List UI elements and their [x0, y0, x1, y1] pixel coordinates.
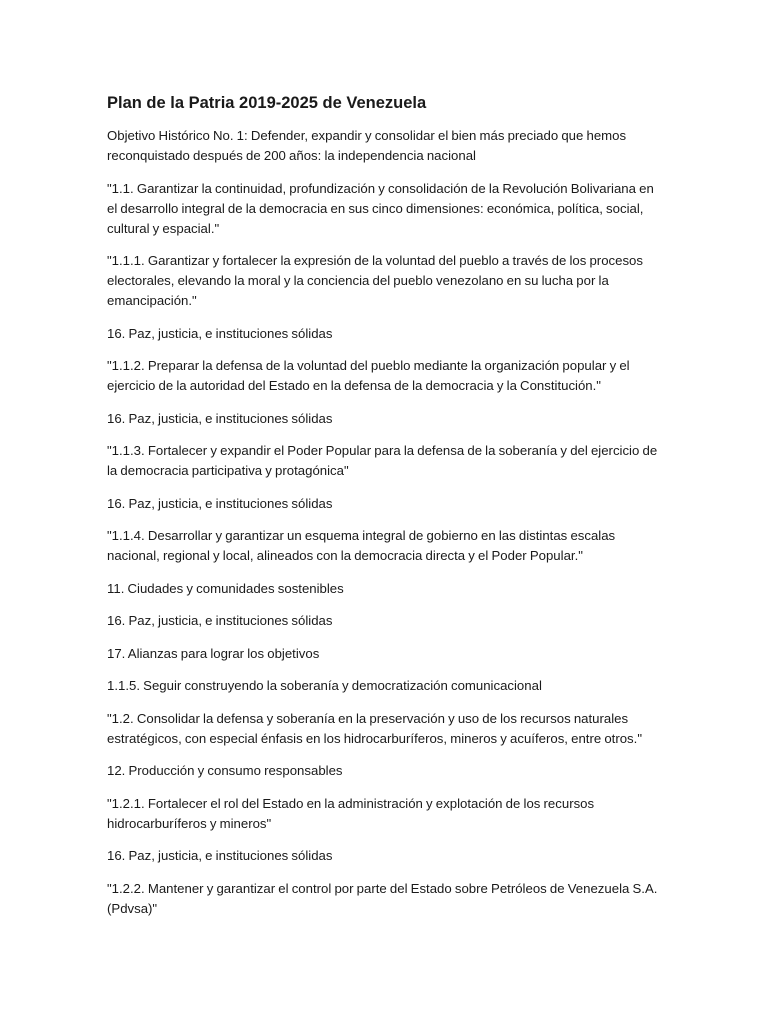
paragraph-1-1-5: 1.1.5. Seguir construyendo la soberanía y democratización comunicacional	[107, 678, 542, 693]
paragraph-ods-16: 16. Paz, justicia, e instituciones sólidas	[107, 495, 333, 511]
paragraph-ods-12: 12. Producción y consumo responsables	[107, 763, 343, 778]
paragraph-ods-16: 16. Paz, justicia, e instituciones sólidas	[107, 848, 333, 863]
paragraph-1-1: "1.1. Garantizar la continuidad, profundización y consolidación de la Revolución Bolivariana en el desarrollo integral de la democracia en sus cinco dimensiones: económica, política, social, cultural y espacial."	[107, 180, 654, 236]
paragraph-1-1-3: "1.1.3. Fortalecer y expandir el Poder Popular para la defensa de la soberanía y del ejercicio de la democracia participativa y protagónica"	[107, 443, 658, 478]
document-title: Plan de la Patria 2019-2025 de Venezuela	[107, 94, 427, 112]
paragraph-1-2: "1.2. Consolidar la defensa y soberanía en la preservación y uso de los recursos naturales estratégicos, con especial énfasis en los hidrocarburíferos, mineros y acuíferos, entre otros."	[107, 710, 643, 746]
paragraph-1-1-1: "1.1.1. Garantizar y fortalecer la expresión de la voluntad del pueblo a través de los procesos electorales, elevando la moral y la conciencia del pueblo venezolano en su lucha por la emancipación."	[107, 253, 643, 308]
paragraph-ods-17: 17. Alianzas para lograr los objetivos	[107, 645, 320, 661]
paragraph-ods-16: 16. Paz, justicia, e instituciones sólidas	[107, 613, 333, 628]
document-page	[107, 91, 667, 931]
paragraph-objetivo-historico: Objetivo Histórico No. 1: Defender, expandir y consolidar el bien más preciado que hemos reconquistado después de 200 años: la independencia nacional	[107, 128, 627, 163]
paragraph-ods-11: 11. Ciudades y comunidades sostenibles	[107, 580, 344, 596]
paragraph-ods-16: 16. Paz, justicia, e instituciones sólidas	[107, 325, 333, 341]
paragraph-1-1-4: "1.1.4. Desarrollar y garantizar un esquema integral de gobierno en las distintas escalas nacional, regional y local, alineados con la democracia directa y el Poder Popular."	[107, 528, 616, 563]
paragraph-1-1-2: "1.1.2. Preparar la defensa de la voluntad del pueblo mediante la organización popular y el ejercicio de la autoridad del Estado en la defensa de la democracia y la Constitución."	[107, 358, 630, 393]
paragraph-ods-16: 16. Paz, justicia, e instituciones sólidas	[107, 410, 333, 426]
paragraph-1-2-2: "1.2.2. Mantener y garantizar el control por parte del Estado sobre Petróleos de Venezuela S.A. (Pdvsa)"	[107, 880, 658, 916]
paragraph-1-2-1: "1.2.1. Fortalecer el rol del Estado en la administración y explotación de los recursos hidrocarburíferos y mineros"	[107, 795, 595, 831]
